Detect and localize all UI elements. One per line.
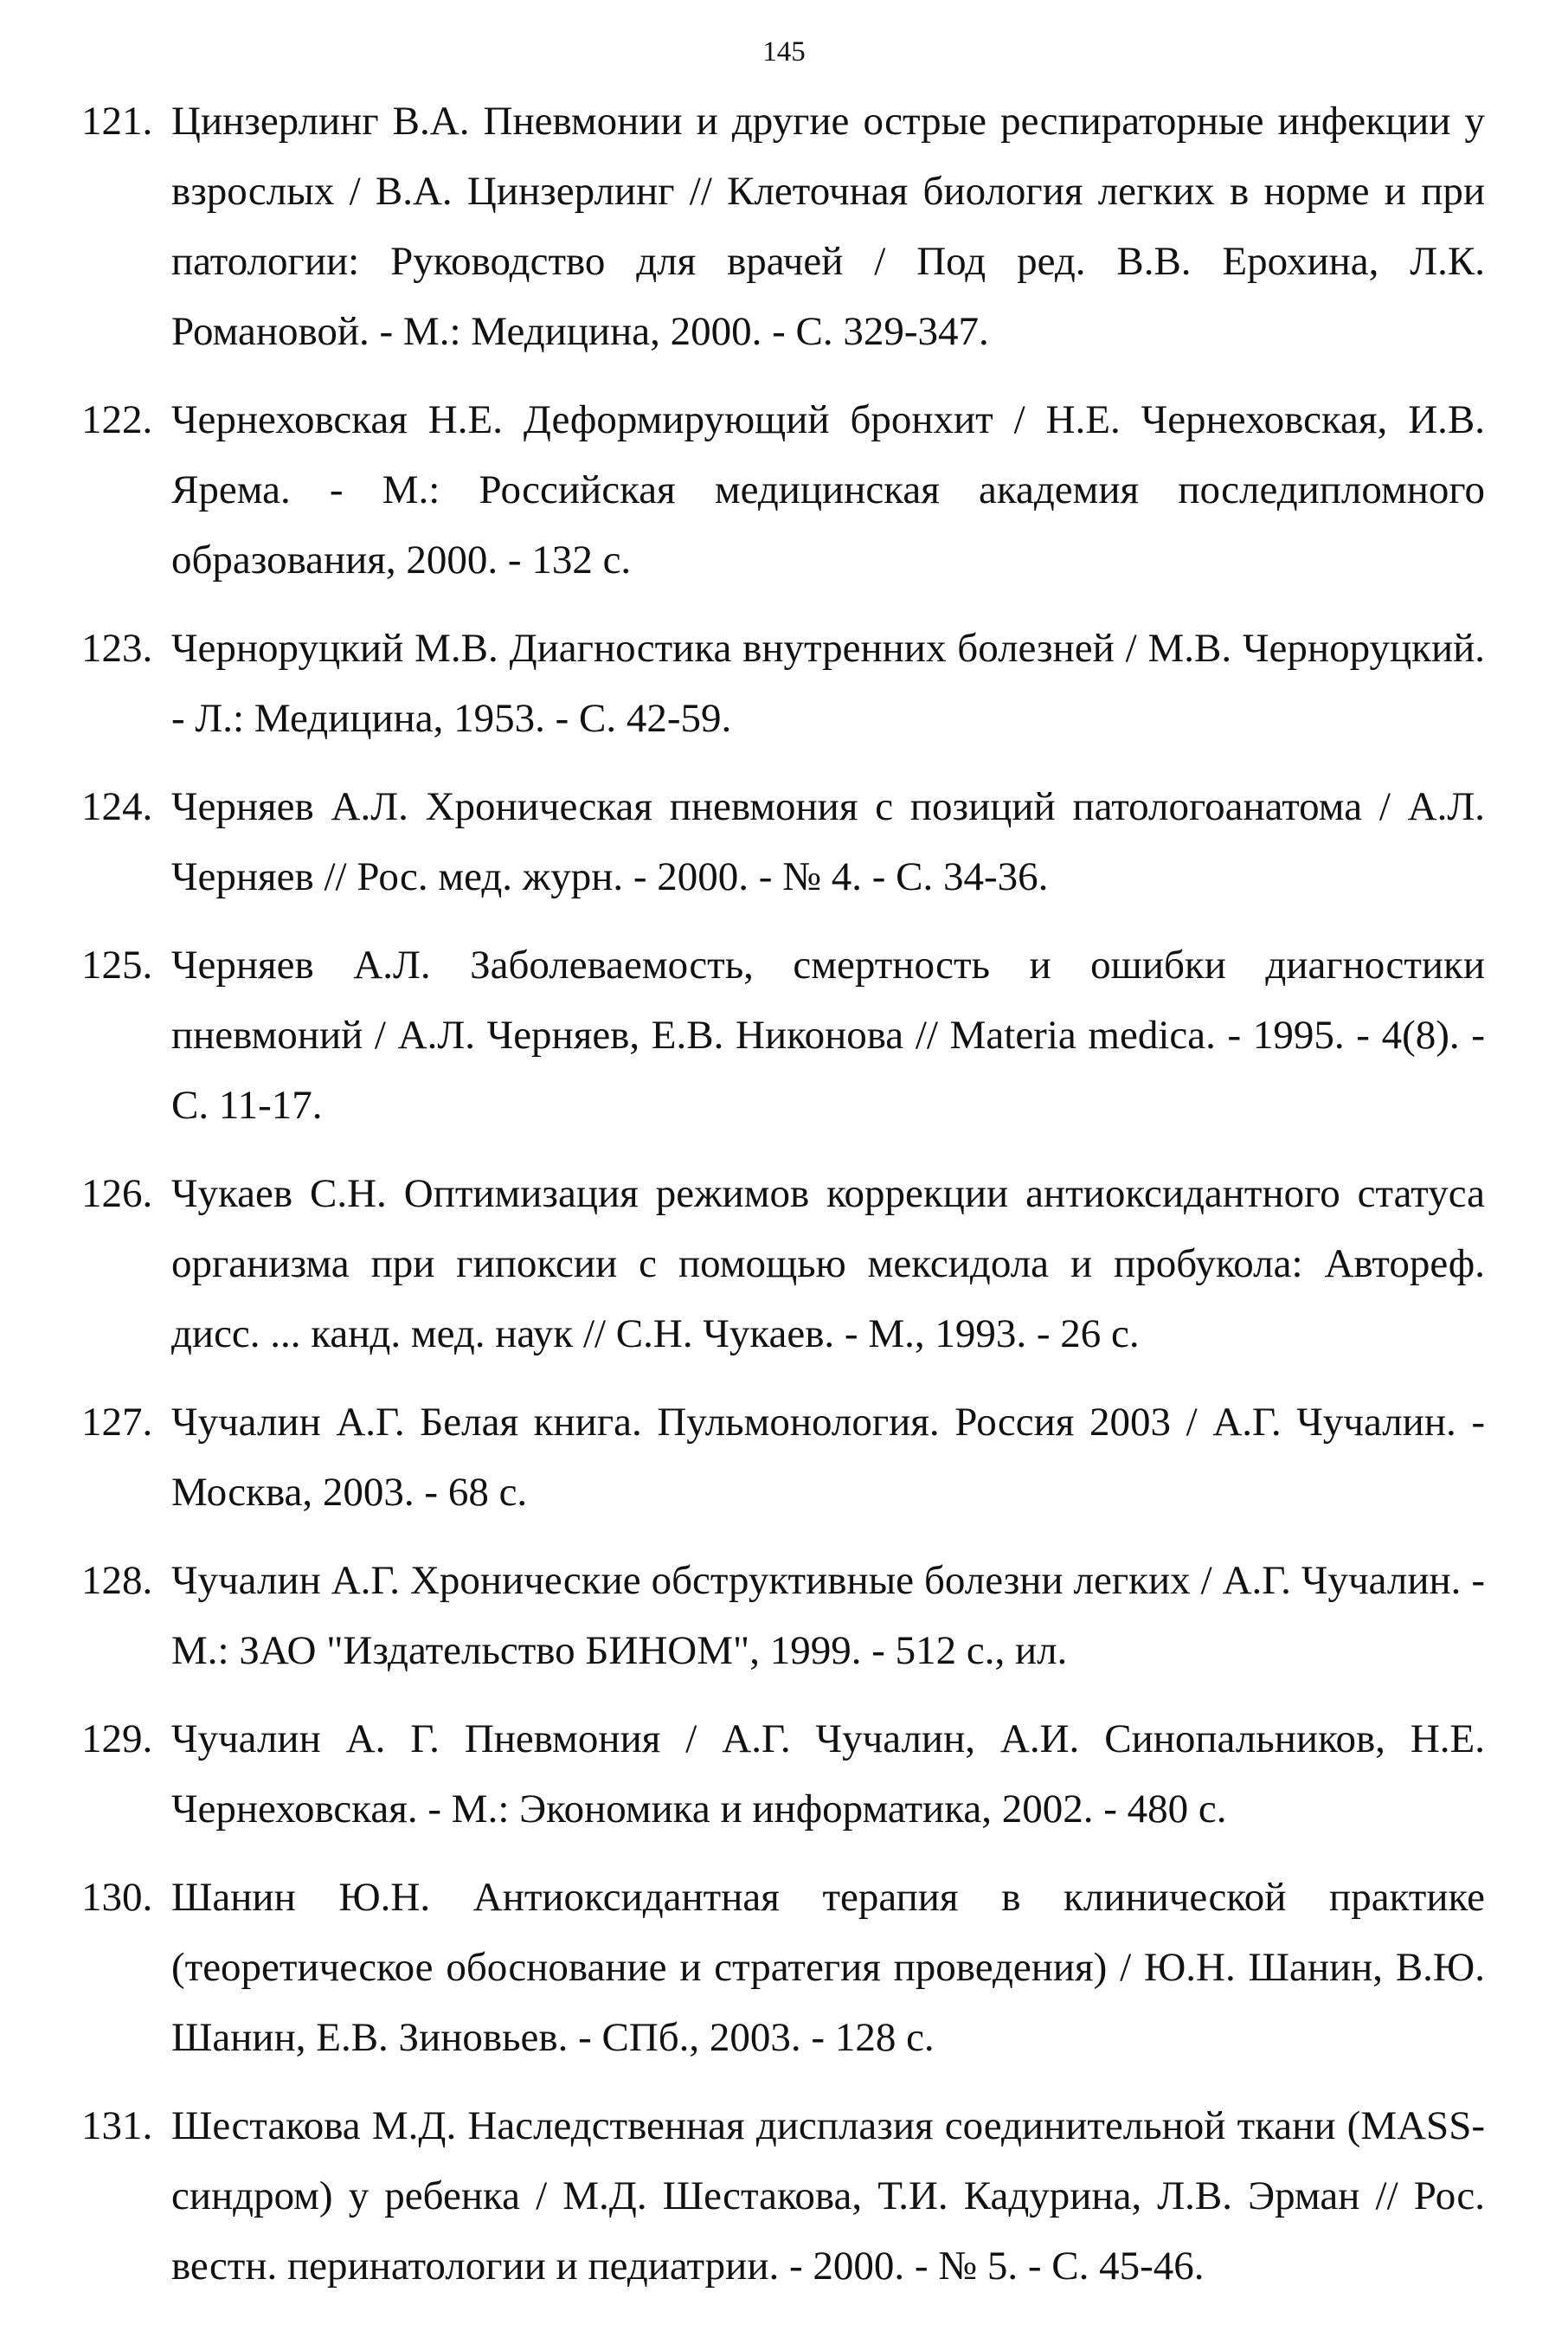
reference-item <box>81 614 1485 754</box>
page-number: 145 <box>762 36 806 68</box>
reference-text: Черняев А.Л. Хроническая пневмония с позиций патологоанатома / А.Л. Черняев // Рос. мед. журн. - 2000. - № 4. - С. 34-36. <box>171 784 1485 899</box>
reference-number: 128. <box>81 1558 153 1603</box>
reference-item <box>81 930 1485 1141</box>
reference-text: Шанин Ю.Н. Антиоксидантная терапия в клинической практике (теоретическое обоснование и стратегия проведения) / Ю.Н. Шанин, В.Ю. Шанин, Е.В. Зиновьев. - СПб., 2003. - 128 с. <box>171 1875 1485 2060</box>
reference-number: 130. <box>81 1875 153 1920</box>
reference-number: 121. <box>81 99 153 144</box>
reference-number: 122. <box>81 397 153 442</box>
reference-number: 123. <box>81 626 153 671</box>
reference-text: Черноруцкий М.В. Диагностика внутренних болезней / М.В. Черноруцкий. - Л.: Медицина, 1953. - С. 42-59. <box>171 626 1485 741</box>
reference-number: 127. <box>81 1400 153 1445</box>
reference-item <box>81 1863 1485 2073</box>
reference-item <box>81 1387 1485 1528</box>
reference-list <box>81 87 1485 2320</box>
reference-item <box>81 2091 1485 2302</box>
reference-text: Чучалин А.Г. Хронические обструктивные болезни легких / А.Г. Чучалин. - М.: ЗАО "Издательство БИНОМ", 1999. - 512 с., ил. <box>171 1558 1485 1673</box>
reference-text: Цинзерлинг В.А. Пневмонии и другие острые респираторные инфекции у взрослых / В.А. Цинзерлинг // Клеточная биология легких в норме и при патологии: Руководство для врачей / Под ред. В.В. Ерохина, Л.К. Романовой. - М.: Медицина, 2000. - С. 329-347. <box>171 99 1485 354</box>
reference-item <box>81 1546 1485 1686</box>
reference-text: Шестакова М.Д. Наследственная дисплазия соединительной ткани (MASS-синдром) у ребенка / М.Д. Шестакова, Т.И. Кадурина, Л.В. Эрман // Рос. вестн. перинатологии и педиатрии. - 2000. - № 5. - С. 45-46. <box>171 2103 1485 2289</box>
reference-item <box>81 87 1485 367</box>
reference-item <box>81 1159 1485 1369</box>
reference-text: Чучалин А. Г. Пневмония / А.Г. Чучалин, А.И. Синопальников, Н.Е. Чернеховская. - М.: Экономика и информатика, 2002. - 480 с. <box>171 1716 1485 1832</box>
reference-number: 126. <box>81 1171 153 1216</box>
reference-item <box>81 385 1485 596</box>
reference-text: Чернеховская Н.Е. Деформирующий бронхит / Н.Е. Чернеховская, И.В. Ярема. - М.: Российская медицинская академия последипломного образования, 2000. - 132 с. <box>171 397 1485 583</box>
reference-item <box>81 772 1485 912</box>
reference-number: 125. <box>81 943 153 988</box>
reference-text: Чучалин А.Г. Белая книга. Пульмонология. Россия 2003 / А.Г. Чучалин. - Москва, 2003. - 68 с. <box>171 1400 1485 1515</box>
reference-number: 131. <box>81 2103 153 2148</box>
reference-text: Чукаев С.Н. Оптимизация режимов коррекции антиоксидантного статуса организма при гипоксии с помощью мексидола и пробукола: Автореф. дисс. ... канд. мед. наук // С.Н. Чукаев. - М., 1993. - 26 с. <box>171 1171 1485 1356</box>
reference-text: Черняев А.Л. Заболеваемость, смертность и ошибки диагностики пневмоний / А.Л. Черняев, Е.В. Никонова // Materia medica. - 1995. - 4(8). - С. 11-17. <box>171 943 1485 1128</box>
reference-item <box>81 1704 1485 1844</box>
reference-number: 124. <box>81 784 153 829</box>
reference-number: 129. <box>81 1716 153 1761</box>
